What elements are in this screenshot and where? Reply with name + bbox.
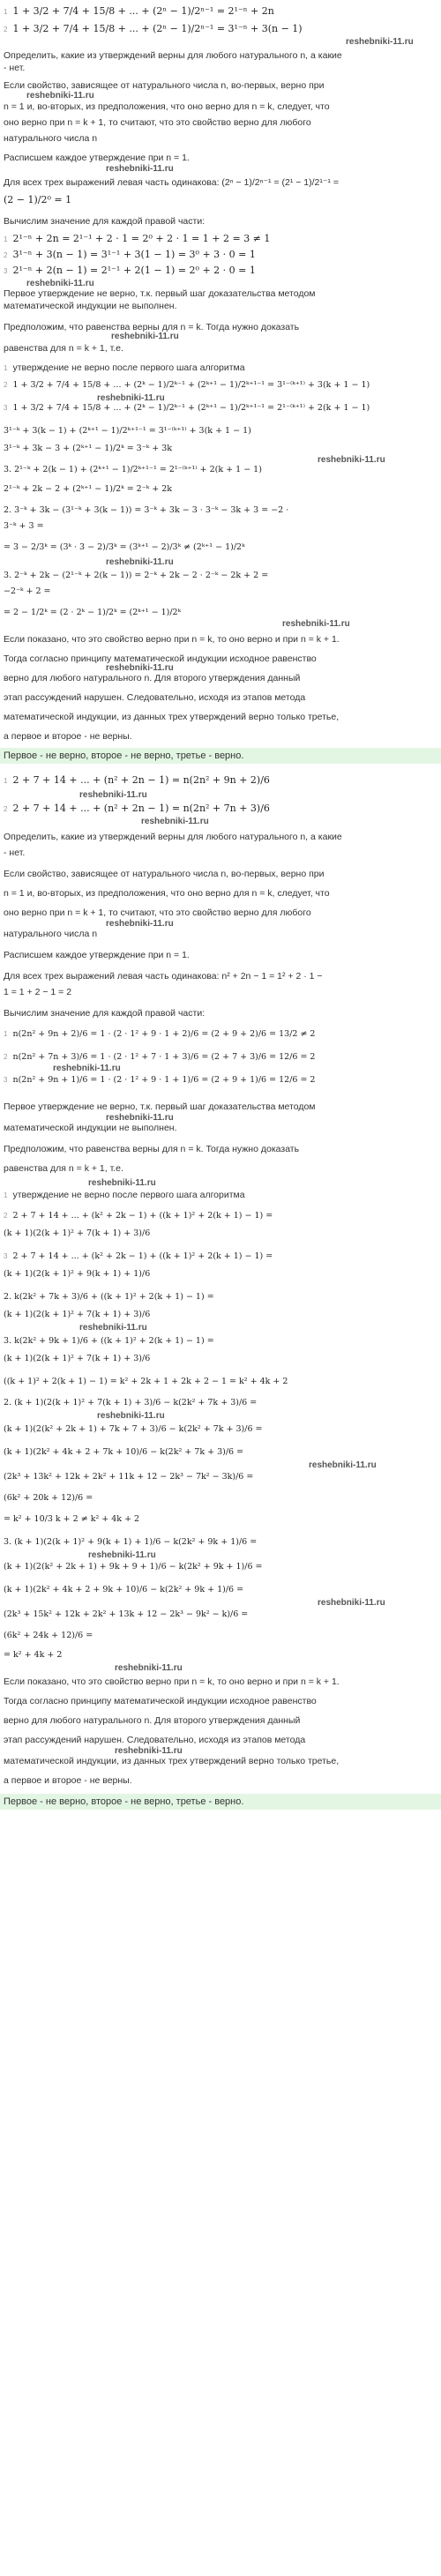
- paragraph: математической индукции, из данных трех утверждений верно только третье,: [4, 1756, 340, 1766]
- watermark: reshebniki-11.ru: [88, 1550, 156, 1560]
- derivation: 3. 2¹⁻ᵏ + 2(k − 1) + (2ᵏ⁺¹ − 1)/2ᵏ⁺¹⁻¹ = 2¹⁻⁽ᵏ⁺¹⁾ + 2(k + 1 − 1): [4, 465, 262, 474]
- watermark: reshebniki-11.ru: [53, 1064, 121, 1073]
- paragraph: Предположим, что равенства верны для n = k. Тогда нужно доказать: [4, 1144, 300, 1154]
- derivation: ((k + 1)² + 2(k + 1) − 1) = k² + 2k + 1 + 2k + 2 − 1 = k² + 4k + 2: [4, 1377, 288, 1386]
- derivation: (6k² + 24k + 12)/6 =: [4, 1631, 93, 1640]
- derivation: = k² + 4k + 2: [4, 1650, 63, 1660]
- paragraph: Для всех трех выражений левая часть одинакова: n² + 2n − 1 = 1² + 2 · 1 −: [4, 971, 323, 982]
- derivation: (k + 1)(2(k² + 2k + 1) + 9k + 9 + 1)/6 − k(2k² + 9k + 1)/6 =: [4, 1562, 263, 1572]
- statement-2: 2 1 + 3/2 + 7/4 + 15/8 + ... + (2ⁿ − 1)/2ⁿ⁻¹ = 3¹⁻ⁿ + 3(n − 1): [4, 23, 303, 34]
- paragraph: Если показано, что это свойство верно при n = k, то оно верно и при n = k + 1.: [4, 634, 340, 645]
- derivation: 3. 2⁻ᵏ + 2k − (2¹⁻ᵏ + 2(k − 1)) = 2⁻ᵏ + 2k − 2 · 2⁻ᵏ − 2k + 2 =: [4, 571, 269, 580]
- answer-box: Первое - не верно, второе - не верно, третье - верно.: [0, 748, 441, 764]
- paragraph: Расписшем каждое утверждение при n = 1.: [4, 950, 190, 960]
- watermark: reshebniki-11.ru: [79, 790, 147, 800]
- derivation: 2¹⁻ᵏ + 2k − 2 + (2ᵏ⁺¹ − 1)/2ᵏ = 2⁻ᵏ + 2k: [4, 484, 172, 494]
- watermark: reshebniki-11.ru: [309, 1460, 377, 1470]
- paragraph: оно верно при n = k + 1, то считают, что это свойство верно для любого: [4, 117, 311, 128]
- paragraph: оно верно при n = k + 1, то считают, что это свойство верно для любого: [4, 907, 311, 918]
- calc-2: 2 3¹⁻ⁿ + 3(n − 1) = 3¹⁻¹ + 3(1 − 1) = 3⁰ + 3 · 0 = 1: [4, 249, 256, 260]
- statement-2: 2 2 + 7 + 14 + ... + (n² + 2n − 1) = n(2n² + 7n + 3)/6: [4, 803, 270, 814]
- derivation: 3⁻ᵏ + 3 =: [4, 521, 44, 531]
- paragraph: верно для любого натурального n. Для второго утверждения данный: [4, 1715, 301, 1726]
- calc-3: 3 n(2n² + 9n + 1)/6 = 1 · (2 · 1² + 9 · 1 + 1)/6 = (2 + 9 + 1)/6 = 12/6 = 2: [4, 1075, 316, 1085]
- derivation: (k + 1)(2(k² + 2k + 1) + 7k + 7 + 3)/6 − k(2k² + 7k + 3)/6 =: [4, 1424, 263, 1434]
- derivation: 3. k(2k² + 9k + 1)/6 + ((k + 1)² + 2(k + 1) − 1) =: [4, 1336, 214, 1346]
- paragraph: Вычислим значение для каждой правой части:: [4, 216, 206, 227]
- paragraph: равенства для n = k + 1, т.е.: [4, 343, 123, 354]
- paragraph: Если свойство, зависящее от натурального числа n, во-первых, верно при: [4, 869, 325, 879]
- watermark: reshebniki-11.ru: [97, 1411, 165, 1421]
- paragraph: Первое утверждение не верно, т.к. первый шаг доказательства методом: [4, 1101, 316, 1112]
- watermark: reshebniki-11.ru: [282, 619, 350, 629]
- paragraph: математической индукции, из данных трех утверждений верно только третье,: [4, 712, 340, 722]
- watermark: reshebniki-11.ru: [115, 1746, 183, 1756]
- derivation: 3¹⁻ᵏ + 3k − 3 + (2ᵏ⁺¹ − 1)/2ᵏ = 3⁻ᵏ + 3k: [4, 444, 172, 453]
- derivation: −2⁻ᵏ + 2 =: [4, 586, 51, 596]
- paragraph: Расписшем каждое утверждение при n = 1.: [4, 153, 190, 163]
- paragraph: Если свойство, зависящее от натурального числа n, во-первых, верно при: [4, 80, 325, 91]
- paragraph: Вычислим значение для каждой правой части:: [4, 1008, 206, 1019]
- watermark: reshebniki-11.ru: [88, 1178, 156, 1188]
- derivation: (k + 1)(2(k + 1)² + 7(k + 1) + 3)/6: [4, 1310, 151, 1319]
- watermark: reshebniki-11.ru: [79, 1323, 147, 1333]
- watermark: reshebniki-11.ru: [106, 919, 174, 929]
- derivation: 2. 3⁻ᵏ + 3k − (3¹⁻ᵏ + 3(k − 1)) = 3⁻ᵏ + 3k − 3 · 3⁻ᵏ − 3k + 3 = −2 ·: [4, 505, 289, 515]
- derivation: 3¹⁻ᵏ + 3(k − 1) + (2ᵏ⁺¹ − 1)/2ᵏ⁺¹⁻¹ = 3¹⁻⁽ᵏ⁺¹⁾ + 3(k + 1 − 1): [4, 426, 251, 436]
- watermark: reshebniki-11.ru: [26, 279, 94, 288]
- derivation: (2k³ + 13k² + 12k + 2k² + 11k + 12 − 2k³ − 7k² − 3k)/6 =: [4, 1472, 254, 1482]
- paragraph: 1 = 1 + 2 − 1 = 2: [4, 987, 72, 997]
- paragraph: а первое и второе - не верны.: [4, 731, 132, 742]
- statement-1: 1 2 + 7 + 14 + ... + (n² + 2n − 1) = n(2n² + 9n + 2)/6: [4, 774, 270, 786]
- watermark: reshebniki-11.ru: [346, 37, 414, 47]
- paragraph: Предположим, что равенства верны для n = k. Тогда нужно доказать: [4, 322, 300, 332]
- paragraph: равенства для n = k + 1, т.е.: [4, 1163, 123, 1174]
- watermark: reshebniki-11.ru: [106, 1113, 174, 1123]
- derivation: 2. (k + 1)(2(k + 1)² + 7(k + 1) + 3)/6 − k(2k² + 7k + 3)/6 =: [4, 1398, 258, 1407]
- derivation: 2. k(2k² + 7k + 3)/6 + ((k + 1)² + 2(k + 1) − 1) =: [4, 1292, 214, 1302]
- watermark: reshebniki-11.ru: [106, 164, 174, 174]
- step-3-rhs: (k + 1)(2(k + 1)² + 9(k + 1) + 1)/6: [4, 1269, 151, 1279]
- derivation: = 2 − 1/2ᵏ = (2 · 2ᵏ − 1)/2ᵏ = (2ᵏ⁺¹ − 1)/2ᵏ: [4, 608, 182, 617]
- paragraph: математической индукции не выполнен.: [4, 301, 177, 311]
- paragraph: Первое утверждение не верно, т.к. первый шаг доказательства методом: [4, 288, 316, 299]
- step-2: 2 1 + 3/2 + 7/4 + 15/8 + ... + (2ᵏ − 1)/2ᵏ⁻¹ + (2ᵏ⁺¹ − 1)/2ᵏ⁺¹⁻¹ = 3¹⁻⁽ᵏ⁺¹⁾ + 3(k + 1 − 1): [4, 380, 370, 390]
- paragraph: этап рассуждений нарушен. Следовательно, исходя из этапов метода: [4, 1735, 306, 1745]
- paragraph: Тогда согласно принципу математической индукции исходное равенство: [4, 653, 317, 664]
- paragraph: этап рассуждений нарушен. Следовательно, исходя из этапов метода: [4, 692, 306, 703]
- derivation: = 3 − 2/3ᵏ = (3ᵏ · 3 − 2)/3ᵏ = (3ᵏ⁺¹ − 2)/3ᵏ ≠ (2ᵏ⁺¹ − 1)/2ᵏ: [4, 542, 245, 552]
- watermark: reshebniki-11.ru: [106, 663, 174, 673]
- paragraph: верно для любого натурального n. Для второго утверждения данный: [4, 673, 301, 683]
- watermark: reshebniki-11.ru: [26, 91, 94, 101]
- step-2: 2 2 + 7 + 14 + ... + (k² + 2k − 1) + ((k + 1)² + 2(k + 1) − 1) =: [4, 1211, 273, 1221]
- calc-3: 3 2¹⁻ⁿ + 2(n − 1) = 2¹⁻¹ + 2(1 − 1) = 2⁰ + 2 · 0 = 1: [4, 265, 256, 276]
- derivation: 3. (k + 1)(2(k + 1)² + 9(k + 1) + 1)/6 − k(2k² + 9k + 1)/6 =: [4, 1537, 258, 1547]
- paragraph: Для всех трех выражений левая часть одинакова: (2ⁿ − 1)/2ⁿ⁻¹ = (2¹ − 1)/2¹⁻¹ =: [4, 177, 339, 188]
- watermark: reshebniki-11.ru: [97, 393, 165, 403]
- watermark: reshebniki-11.ru: [141, 817, 209, 826]
- answer-box: Первое - не верно, второе - не верно, третье - верно.: [0, 1794, 441, 1810]
- paragraph: Определить, какие из утверждений верны для любого натурального n, а какие: [4, 832, 342, 842]
- step-1: 1 утверждение не верно после первого шага алгоритма: [4, 362, 245, 373]
- step-2-rhs: (k + 1)(2(k + 1)² + 7(k + 1) + 3)/6: [4, 1228, 151, 1238]
- paragraph: - нет.: [4, 847, 26, 858]
- formula: (2 − 1)/2⁰ = 1: [4, 194, 72, 205]
- derivation: = k² + 10/3 k + 2 ≠ k² + 4k + 2: [4, 1514, 140, 1524]
- derivation: (2k³ + 15k² + 12k + 2k² + 13k + 12 − 2k³ − 9k² − k)/6 =: [4, 1609, 249, 1619]
- watermark: reshebniki-11.ru: [111, 332, 179, 341]
- derivation: (k + 1)(2(k + 1)² + 7(k + 1) + 3)/6: [4, 1354, 151, 1363]
- paragraph: Определить, какие из утверждений верны для любого натурального n, а какие: [4, 50, 342, 61]
- calc-2: 2 n(2n² + 7n + 3)/6 = 1 · (2 · 1² + 7 · 1 + 3)/6 = (2 + 7 + 3)/6 = 12/6 = 2: [4, 1052, 316, 1062]
- derivation: (k + 1)(2k² + 4k + 2 + 9k + 10)/6 − k(2k² + 9k + 1)/6 =: [4, 1585, 244, 1594]
- step-1: 1 утверждение не верно после первого шага алгоритма: [4, 1190, 245, 1200]
- paragraph: а первое и второе - не верны.: [4, 1775, 132, 1786]
- step-3: 3 1 + 3/2 + 7/4 + 15/8 + ... + (2ᵏ − 1)/2ᵏ⁻¹ + (2ᵏ⁺¹ − 1)/2ᵏ⁺¹⁻¹ = 2¹⁻⁽ᵏ⁺¹⁾ + 2(k + 1 − 1): [4, 403, 370, 413]
- derivation: (k + 1)(2k² + 4k + 2 + 7k + 10)/6 − k(2k² + 7k + 3)/6 =: [4, 1447, 244, 1457]
- watermark: reshebniki-11.ru: [106, 557, 174, 567]
- paragraph: натурального числа n: [4, 929, 98, 939]
- paragraph: натурального числа n: [4, 133, 98, 144]
- watermark: reshebniki-11.ru: [318, 1598, 385, 1608]
- calc-1: 1 2¹⁻ⁿ + 2n = 2¹⁻¹ + 2 · 1 = 2⁰ + 2 · 1 = 1 + 2 = 3 ≠ 1: [4, 233, 271, 244]
- calc-1: 1 n(2n² + 9n + 2)/6 = 1 · (2 · 1² + 9 · 1 + 2)/6 = (2 + 9 + 2)/6 = 13/2 ≠ 2: [4, 1029, 316, 1039]
- watermark: reshebniki-11.ru: [115, 1663, 183, 1673]
- paragraph: Тогда согласно принципу математической индукции исходное равенство: [4, 1696, 317, 1706]
- statement-1: 1 1 + 3/2 + 7/4 + 15/8 + ... + (2ⁿ − 1)/2ⁿ⁻¹ = 2¹⁻ⁿ + 2n: [4, 5, 274, 17]
- step-3: 3 2 + 7 + 14 + ... + (k² + 2k − 1) + ((k + 1)² + 2(k + 1) − 1) =: [4, 1251, 273, 1261]
- paragraph: - нет.: [4, 63, 26, 73]
- paragraph: математической индукции не выполнен.: [4, 1123, 177, 1133]
- paragraph: n = 1 и, во-вторых, из предположения, что оно верно для n = k, следует, что: [4, 888, 330, 899]
- watermark: reshebniki-11.ru: [318, 455, 385, 465]
- paragraph: Если показано, что это свойство верно при n = k, то оно верно и при n = k + 1.: [4, 1676, 340, 1687]
- derivation: (6k² + 20k + 12)/6 =: [4, 1493, 93, 1503]
- paragraph: n = 1 и, во-вторых, из предположения, что оно верно для n = k, следует, что: [4, 101, 330, 112]
